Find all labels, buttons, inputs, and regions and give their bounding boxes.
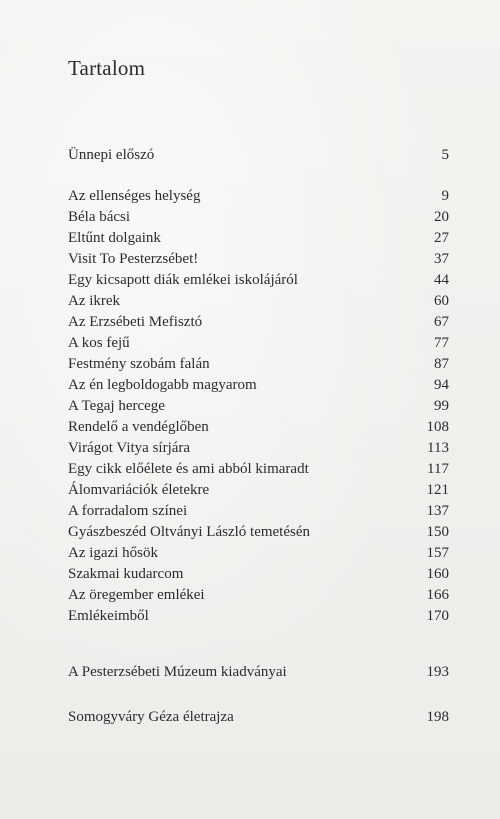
toc-entry xyxy=(68,564,449,585)
toc-entry-title: Az Erzsébeti Mefisztó xyxy=(68,314,203,330)
toc-entry-page: 67 xyxy=(434,314,449,330)
toc-entry xyxy=(68,417,449,438)
toc-entry-title: Az igazi hősök xyxy=(68,545,158,561)
toc-entry-title: Szakmai kudarcom xyxy=(68,566,184,582)
toc-entry-page: 94 xyxy=(434,377,449,393)
toc-entry-title: Ünnepi előszó xyxy=(68,147,155,163)
toc-entry xyxy=(68,501,449,522)
toc-entry-page: 166 xyxy=(426,587,449,603)
toc-entry-page: 9 xyxy=(441,188,449,204)
toc-entry xyxy=(68,438,449,459)
toc-entry-page: 137 xyxy=(426,503,449,519)
toc-entry xyxy=(68,662,449,683)
toc-entry-page: 60 xyxy=(434,293,449,309)
toc-entry-title: A kos fejű xyxy=(68,335,130,351)
toc-entry-page: 37 xyxy=(434,251,449,267)
toc-entry-title: Somogyváry Géza életrajza xyxy=(68,709,234,725)
toc-entry xyxy=(68,312,449,333)
toc-entry-title: Álomvariációk életekre xyxy=(68,482,210,498)
toc-entry xyxy=(68,375,449,396)
toc-entry-title: Egy cikk előélete és ami abból kimaradt xyxy=(68,461,309,477)
toc-entry-page: 117 xyxy=(427,461,449,477)
toc-entry-title: Emlékeimből xyxy=(68,608,149,624)
toc-entry xyxy=(68,707,449,728)
toc-entry-title: Festmény szobám falán xyxy=(68,356,210,372)
toc-entry-page: 121 xyxy=(426,482,449,498)
toc-entry-page: 113 xyxy=(427,440,449,456)
toc-entry-title: A Tegaj hercege xyxy=(68,398,165,414)
toc-entry-title: Az ikrek xyxy=(68,293,121,309)
toc-entry-title: Az öregember emlékei xyxy=(68,587,205,603)
toc-entry-title: Egy kicsapott diák emlékei iskolájáról xyxy=(68,272,298,288)
toc-entry-title: A forradalom színei xyxy=(68,503,188,519)
toc-entry-title: Virágot Vitya sírjára xyxy=(68,440,191,456)
toc-entry xyxy=(68,354,449,375)
toc-entry xyxy=(68,207,449,228)
toc-entry-page: 150 xyxy=(426,524,449,540)
toc-entry-page: 198 xyxy=(426,709,449,725)
toc-entry-title: Rendelő a vendéglőben xyxy=(68,419,209,435)
toc-entry-page: 193 xyxy=(426,664,449,680)
toc-entry-title: Visit To Pesterzsébet! xyxy=(68,251,199,267)
toc-entry-page: 44 xyxy=(434,272,449,288)
page-title: Tartalom xyxy=(68,56,146,80)
toc-entry-title: Gyászbeszéd Oltványi László temetésén xyxy=(68,524,310,540)
toc-entry-title: Béla bácsi xyxy=(68,209,131,225)
toc-entry-page: 20 xyxy=(434,209,449,225)
toc-entry-page: 87 xyxy=(434,356,449,372)
toc-entry xyxy=(68,396,449,417)
toc-entry xyxy=(68,291,449,312)
toc-entry-page: 5 xyxy=(441,147,449,163)
toc-entry xyxy=(68,186,449,207)
toc-entry-page: 108 xyxy=(426,419,449,435)
toc-entry xyxy=(68,522,449,543)
toc-entry-title: A Pesterzsébeti Múzeum kiadványai xyxy=(68,664,287,680)
toc-entry xyxy=(68,606,449,627)
toc-entry xyxy=(68,333,449,354)
toc-entry-page: 157 xyxy=(426,545,449,561)
toc-entry xyxy=(68,480,449,501)
toc-entry-title: Az én legboldogabb magyarom xyxy=(68,377,257,393)
toc-entry-page: 27 xyxy=(434,230,449,246)
toc-entry xyxy=(68,270,449,291)
toc-entry-page: 170 xyxy=(426,608,449,624)
toc-entry xyxy=(68,249,449,270)
toc-entry-title: Eltűnt dolgaink xyxy=(68,230,161,246)
toc-entry xyxy=(68,543,449,564)
toc-entry xyxy=(68,228,449,249)
toc-entry-page: 160 xyxy=(426,566,449,582)
toc-entry xyxy=(68,585,449,606)
toc-entry-page: 77 xyxy=(434,335,449,351)
toc-entry xyxy=(68,459,449,480)
toc-entry xyxy=(68,145,449,166)
toc-entry-title: Az ellenséges helység xyxy=(68,188,201,204)
toc-entry-page: 99 xyxy=(434,398,449,414)
